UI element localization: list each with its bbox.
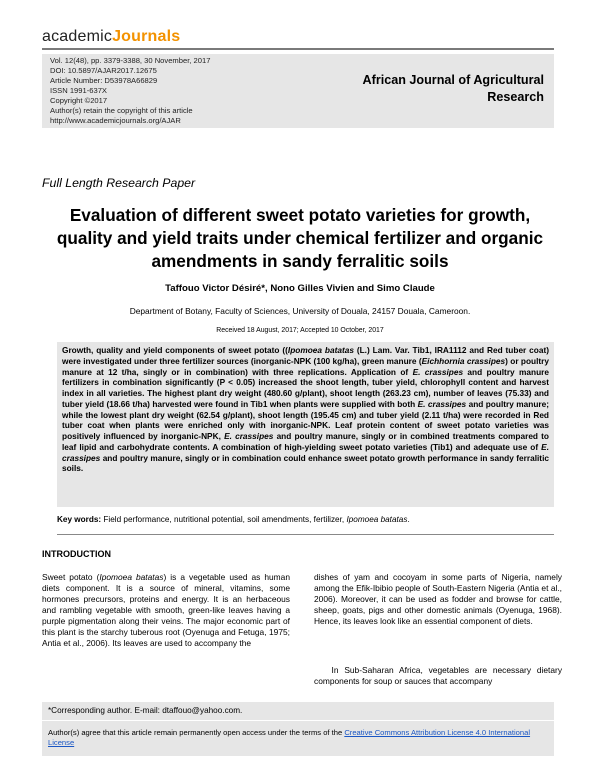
- keywords: Key words: Field performance, nutritional potential, soil amendments, fertilizer, Ipomoea batatas.: [57, 515, 410, 524]
- meta-issn: ISSN 1991-637X: [50, 86, 107, 95]
- intro-column-2: dishes of yam and cocoyam in some parts of Nigeria, namely among the Efik-Ibibio people of South-Eastern Nigeria (Antia et al., 2006). Moreover, it can be used as fodder and browse for cattle, sheep, goats, pigs and other domestic animals (Oyenuga, 1968). Hence, its leaves look like an essential component of diets.: [314, 572, 562, 626]
- meta-rights: Author(s) retain the copyright of this article: [50, 106, 193, 115]
- journal-url-link[interactable]: http://www.academicjournals.org/AJAR: [50, 116, 181, 125]
- license-link[interactable]: Creative Commons Attribution License 4.0 International License: [48, 728, 531, 747]
- authors: Taffouo Victor Désiré*, Nono Gilles Vivien and Simo Claude: [165, 283, 435, 294]
- paper-type: Full Length Research Paper: [42, 176, 196, 190]
- keywords-divider: [57, 534, 554, 535]
- meta-volume: Vol. 12(48), pp. 3379-3388, 30 November, 2017: [50, 56, 211, 65]
- introduction-heading: INTRODUCTION: [42, 549, 111, 559]
- journal-title-line2: Research: [487, 90, 544, 104]
- logo-text-journals: Journals: [112, 28, 181, 45]
- journal-logo: [42, 28, 180, 46]
- logo-text-academic: academic: [42, 28, 113, 45]
- corresponding-author: *Corresponding author. E-mail: dtaffouo@yahoo.com.: [48, 706, 243, 715]
- received-accepted-dates: Received 18 August, 2017; Accepted 10 October, 2017: [216, 327, 384, 334]
- intro-column-2-paragraph-2: In Sub-Saharan Africa, vegetables are necessary dietary components for soup or sauces that accompany: [314, 665, 563, 686]
- affiliation: Department of Botany, Faculty of Sciences, University of Douala, 24157 Douala, Cameroon.: [129, 306, 471, 316]
- abstract: Growth, quality and yield components of sweet potato ((Ipomoea batatas (L.) Lam. Var. Tib1, IRA1112 and Red tuber coat) were investigated under three fertilizer sources (inorganic-NPK (100 kg/ha), green manure (Eichhornia crassipes) or poultry manure at 12 t/ha, singly or in combination) with three replications. Application of E. crassipes and poultry manure fertilizers in combination significantly (P < 0.05) increased the shoot length, tuber yield, chlorophyll content and harvest index in all varieties. The highest plant dry weight (480.60 g/plant), shoot length (263.23 cm), number of leaves (75.33) and tuber yield (18.66 t/ha) harvested were found in Tib1 when plants were supplied with both E. crassipes and poultry manure; while the lowest plant dry weight (62.54 g/plant), shoot length (195.45 cm) and tuber yield (2.11 t/ha) were recorded in Red tuber coat when plants were enriched only with inorganic-NPK. Leaf protein content of sweet potato varieties was positively influenced by inorganic-NPK, E. crassipes and poultry manure, singly or in combined treatments compared to leaf lipid and carbohydrate contents. A combination of high-yielding sweet potato varieties (Tib1) and adequate use of E. crassipes and poultry manure, singly or in combination could enhance sweet potato growth performance in sandy ferralitic soils.: [62, 345, 550, 474]
- license-statement: Author(s) agree that this article remain permanently open access under the terms of the Creative Commons Attribution License 4.0 International License: [48, 728, 531, 747]
- journal-title: [304, 72, 544, 106]
- article-metadata: [50, 56, 210, 126]
- journal-title-line1: African Journal of Agricultural: [362, 73, 544, 87]
- meta-copyright: Copyright ©2017: [50, 96, 108, 105]
- keywords-label: Key words:: [57, 515, 102, 524]
- meta-article-number: Article Number: D53978A66829: [50, 76, 158, 85]
- meta-doi: DOI: 10.5897/AJAR2017.12675: [50, 66, 157, 75]
- intro-column-1: Sweet potato (Ipomoea batatas) is a vegetable used as human diets component. It is a source of mineral, vitamins, some hormones precursors, proteins and energy. It is an herbaceous and rambling vegetable with smooth, green-like leaves having a purple pigmentation along their veins. The major economic part of this plant is the starchy tuberous root (Oyenuga and Fetuga, 1975; Antia et al., 2006). Its leaves are used to accompany the: [42, 572, 290, 648]
- paper-title: Evaluation of different sweet potato varieties for growth, quality and yield traits under chemical fertilizer and organic amendments in sandy ferralitic soils: [56, 205, 544, 271]
- footnote-divider: [42, 720, 554, 721]
- header-divider: [42, 48, 554, 50]
